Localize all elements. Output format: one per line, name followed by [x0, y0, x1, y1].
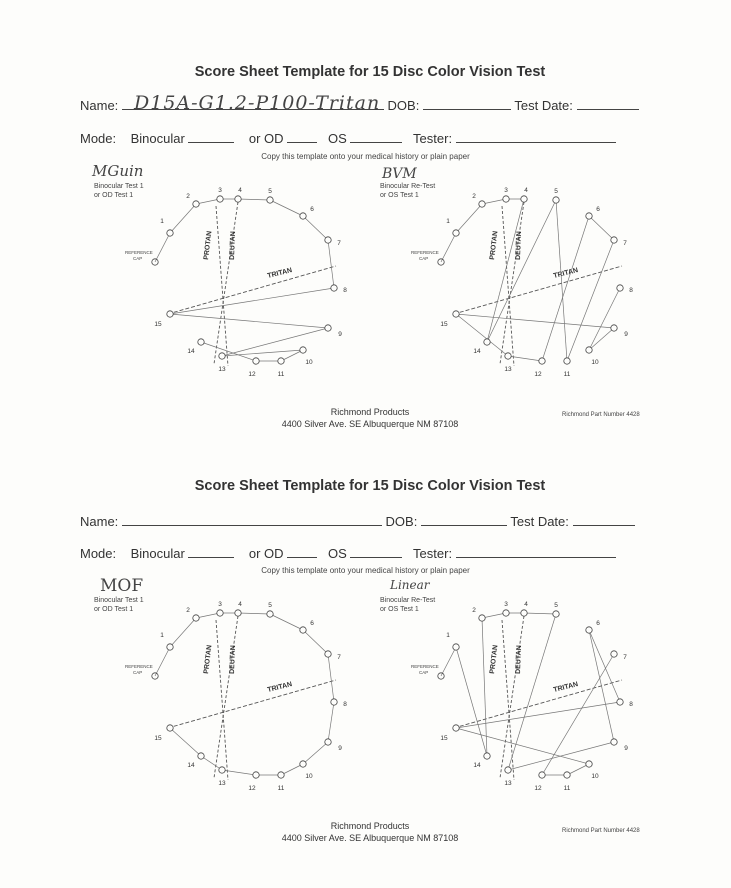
name-label: Name:	[80, 514, 119, 529]
cap-number: 9	[338, 331, 342, 338]
dob-label: DOB:	[387, 98, 420, 113]
arrangement-line	[542, 654, 614, 775]
footer-line2: 4400 Silver Ave. SE Albuquerque NM 87108	[281, 833, 459, 843]
cap-12	[539, 772, 545, 778]
or-od-label: or OD	[248, 546, 284, 561]
cap-1	[453, 230, 459, 236]
cap-number: 12	[534, 371, 542, 378]
cap-number: 9	[338, 745, 342, 752]
footer	[240, 820, 500, 844]
arrangement-line	[589, 216, 614, 240]
cap-number: 4	[524, 187, 528, 194]
protan-label: PROTAN	[489, 230, 500, 261]
cap-7	[611, 237, 617, 243]
cap-number: 5	[268, 602, 272, 609]
binocular-label: Binocular	[130, 131, 185, 146]
protan-label: PROTAN	[203, 644, 214, 675]
arrangement-line	[589, 328, 614, 350]
arrangement-line	[155, 233, 170, 262]
arrangement-line	[456, 702, 620, 728]
cap-5	[553, 197, 559, 203]
cap-6	[300, 627, 306, 633]
cap-number: 13	[218, 780, 226, 787]
reference-cap-label: REFERENCE	[411, 250, 439, 255]
cap-8	[617, 699, 623, 705]
cap-2	[479, 615, 485, 621]
cap-8	[331, 699, 337, 705]
cap-number: 14	[187, 348, 195, 355]
cap-8	[331, 285, 337, 291]
binocular-field[interactable]	[188, 130, 234, 143]
cap-7	[325, 237, 331, 243]
dob-field[interactable]	[421, 513, 507, 526]
deutan-label: DEUTAN	[229, 231, 237, 261]
panel-handwriting: Linear	[390, 578, 430, 592]
dob-field[interactable]	[423, 97, 511, 110]
cap-number: 15	[440, 735, 448, 742]
panel-handwriting: BVM	[382, 166, 417, 182]
arrangement-line	[201, 756, 222, 770]
reference-cap-label: REFERENCE	[125, 664, 153, 669]
arrangement-line	[487, 199, 524, 342]
arrangement-line	[441, 233, 456, 262]
cap-number: 15	[154, 735, 162, 742]
d15-diagram	[88, 582, 348, 802]
arrangement-line	[303, 630, 328, 654]
panel-handwriting: MGuin	[92, 162, 144, 180]
cap-10	[586, 761, 592, 767]
cap-number: 8	[343, 287, 347, 294]
reference-cap-label: CAP	[419, 256, 429, 261]
cap-number: 11	[563, 785, 571, 792]
cap-3	[503, 196, 509, 202]
cap-number: 6	[310, 620, 314, 627]
cap-number: 7	[623, 654, 627, 661]
cap-number: 14	[473, 348, 481, 355]
cap-1	[453, 644, 459, 650]
sheet-title: Score Sheet Template for 15 Disc Color Vision Test	[194, 64, 546, 80]
copy-note: Copy this template onto your medical history or plain paper	[261, 566, 470, 575]
cap-number: 12	[248, 371, 256, 378]
arrangement-line	[589, 288, 620, 350]
deutan-label: DEUTAN	[229, 645, 237, 675]
footer-line2: 4400 Silver Ave. SE Albuquerque NM 87108	[281, 419, 459, 429]
right-panel-retest	[374, 578, 634, 802]
tritan-axis	[454, 266, 622, 314]
part-number: Richmond Part Number 4428	[562, 412, 640, 418]
cap-number: 14	[187, 762, 195, 769]
panel-label-line1: Binocular Test 1	[94, 597, 144, 604]
d15-diagram	[88, 168, 348, 388]
score-sheet-1	[0, 0, 731, 429]
arrangement-line	[508, 614, 556, 770]
arrangement-line	[201, 342, 256, 361]
cap-number: 1	[160, 218, 164, 225]
cap-15	[167, 725, 173, 731]
arrangement-line	[170, 314, 328, 328]
cap-number: 2	[472, 607, 476, 614]
cap-number: 1	[446, 632, 450, 639]
cap-number: 8	[629, 287, 633, 294]
cap-number: 3	[504, 187, 508, 194]
tritan-label: TRITAN	[266, 267, 293, 280]
arrangement-line	[328, 654, 334, 702]
cap-9	[325, 739, 331, 745]
test-date-field[interactable]	[577, 97, 639, 110]
cap-number: 10	[305, 359, 313, 366]
cap-14	[484, 339, 490, 345]
arrangement-line	[456, 314, 508, 356]
cap-number: 2	[472, 193, 476, 200]
test-date-field[interactable]	[573, 513, 635, 526]
protan-axis	[502, 206, 514, 366]
binocular-label: Binocular	[130, 546, 185, 561]
panel-label-line2: or OS Test 1	[380, 606, 419, 613]
arrangement-line	[196, 199, 220, 204]
name-label: Name:	[80, 98, 119, 113]
arrangement-line	[328, 240, 334, 288]
tritan-axis	[454, 680, 622, 728]
cap-number: 15	[154, 321, 162, 328]
cap-6	[586, 213, 592, 219]
os-field[interactable]	[350, 545, 402, 558]
tritan-label: TRITAN	[552, 267, 579, 280]
od-field[interactable]	[287, 130, 317, 143]
reference-cap-label: REFERENCE	[125, 250, 153, 255]
arrangement-line	[456, 647, 487, 756]
cap-15	[453, 311, 459, 317]
tritan-label: TRITAN	[552, 681, 579, 694]
deutan-label: DEUTAN	[515, 231, 523, 261]
cap-number: 11	[277, 785, 285, 792]
cap-12	[539, 358, 545, 364]
cap-6	[586, 627, 592, 633]
od-field[interactable]	[287, 545, 317, 558]
panel-label-line1: Binocular Re-Test	[380, 183, 436, 190]
cap-13	[219, 353, 225, 359]
cap-number: 7	[337, 654, 341, 661]
right-panel-retest	[374, 168, 634, 388]
cap-7	[325, 651, 331, 657]
cap-number: 11	[277, 371, 285, 378]
cap-number: 3	[504, 601, 508, 608]
arrangement-line	[170, 728, 201, 756]
arrangement-line	[487, 200, 556, 342]
cap-number: 4	[238, 187, 242, 194]
cap-13	[505, 353, 511, 359]
footer-line1: Richmond Products	[330, 821, 410, 831]
cap-7	[611, 651, 617, 657]
arrangement-line	[170, 204, 196, 233]
cap-2	[193, 615, 199, 621]
mode-label: Mode:	[80, 546, 117, 561]
arrangement-line	[170, 618, 196, 647]
cap-2	[193, 201, 199, 207]
cap-number: 15	[440, 321, 448, 328]
cap-4	[235, 610, 241, 616]
tester-label: Tester:	[413, 546, 453, 561]
cap-number: 1	[160, 632, 164, 639]
cap-number: 4	[238, 601, 242, 608]
arrangement-line	[567, 240, 614, 361]
arrangement-line	[270, 200, 303, 216]
reference-cap-label: CAP	[133, 670, 143, 675]
arrangement-line	[303, 216, 328, 240]
arrangement-line	[456, 204, 482, 233]
arrangement-line	[328, 702, 334, 742]
arrangement-line	[238, 613, 270, 614]
panel-label-line2: or OD Test 1	[94, 192, 134, 199]
cap-11	[564, 358, 570, 364]
handwritten-name: D15A-G1.2-P100-Tritan	[134, 92, 381, 114]
cap-12	[253, 772, 259, 778]
arrangement-line	[441, 647, 456, 676]
cap-4	[521, 610, 527, 616]
cap-10	[586, 347, 592, 353]
arrangement-line	[456, 728, 589, 764]
cap-number: 7	[337, 240, 341, 247]
arrangement-line	[270, 614, 303, 630]
dob-label: DOB:	[385, 514, 418, 529]
arrangement-line	[589, 630, 614, 742]
tritan-axis	[168, 266, 336, 314]
mode-row	[80, 130, 616, 146]
arrangement-line	[589, 630, 620, 702]
panel-label-line2: or OS Test 1	[380, 192, 419, 199]
cap-10	[300, 347, 306, 353]
protan-label: PROTAN	[489, 644, 500, 675]
cap-3	[217, 610, 223, 616]
cap-number: 2	[186, 193, 190, 200]
panel-label-line1: Binocular Test 1	[94, 183, 144, 190]
cap-number: 6	[310, 206, 314, 213]
cap-number: 3	[218, 601, 222, 608]
tester-field[interactable]	[456, 545, 616, 558]
d15-diagram	[374, 582, 634, 802]
cap-1	[167, 230, 173, 236]
tester-label: Tester:	[413, 131, 453, 146]
cap-15	[167, 311, 173, 317]
cap-14	[484, 753, 490, 759]
cap-5	[267, 611, 273, 617]
arrangement-line	[170, 288, 334, 314]
cap-2	[479, 201, 485, 207]
cap-12	[253, 358, 259, 364]
score-sheet-2	[0, 414, 731, 843]
deutan-label: DEUTAN	[515, 645, 523, 675]
tester-field[interactable]	[456, 130, 616, 143]
panel-handwriting: MOF	[100, 576, 144, 596]
cap-number: 7	[623, 240, 627, 247]
cap-number: 12	[534, 785, 542, 792]
cap-number: 5	[268, 188, 272, 195]
binocular-field[interactable]	[188, 545, 234, 558]
arrangement-line	[155, 647, 170, 676]
cap-11	[278, 358, 284, 364]
mode-label: Mode:	[80, 131, 117, 146]
cap-number: 6	[596, 620, 600, 627]
cap-15	[453, 725, 459, 731]
cap-number: 9	[624, 745, 628, 752]
reference-cap-label: CAP	[133, 256, 143, 261]
os-field[interactable]	[350, 130, 402, 143]
cap-1	[167, 644, 173, 650]
cap-number: 10	[305, 773, 313, 780]
cap-number: 1	[446, 218, 450, 225]
panel-label-line1: Binocular Re-Test	[380, 597, 436, 604]
cap-number: 6	[596, 206, 600, 213]
cap-number: 8	[629, 701, 633, 708]
cap-4	[235, 196, 241, 202]
cap-11	[564, 772, 570, 778]
panel-label-line2: or OD Test 1	[94, 606, 134, 613]
cap-number: 11	[563, 371, 571, 378]
os-label: OS	[328, 131, 347, 146]
cap-number: 5	[554, 602, 558, 609]
cap-number: 9	[624, 331, 628, 338]
name-row	[80, 513, 635, 529]
test-date-label: Test Date:	[510, 514, 569, 529]
cap-number: 2	[186, 607, 190, 614]
name-field[interactable]	[122, 513, 382, 526]
cap-8	[617, 285, 623, 291]
cap-number: 10	[591, 359, 599, 366]
arrangement-line	[482, 199, 506, 204]
arrangement-line	[482, 613, 506, 618]
cap-3	[503, 610, 509, 616]
protan-label: PROTAN	[203, 230, 214, 261]
cap-4	[521, 196, 527, 202]
arrangement-line	[456, 314, 614, 328]
tritan-axis	[168, 680, 336, 728]
arrangement-line	[567, 764, 589, 775]
arrangement-line	[196, 613, 220, 618]
sheet-title: Score Sheet Template for 15 Disc Color Vision Test	[194, 478, 546, 494]
cap-14	[198, 339, 204, 345]
cap-13	[219, 767, 225, 773]
mode-row	[80, 545, 616, 561]
cap-10	[300, 761, 306, 767]
cap-number: 14	[473, 762, 481, 769]
cap-14	[198, 753, 204, 759]
arrangement-line	[524, 613, 556, 614]
cap-9	[325, 325, 331, 331]
cap-number: 13	[504, 780, 512, 787]
cap-6	[300, 213, 306, 219]
d15-diagram	[374, 168, 634, 388]
cap-11	[278, 772, 284, 778]
cap-number: 3	[218, 187, 222, 194]
copy-note: Copy this template onto your medical history or plain paper	[261, 152, 470, 161]
reference-cap-label: REFERENCE	[411, 664, 439, 669]
cap-5	[553, 611, 559, 617]
cap-5	[267, 197, 273, 203]
cap-9	[611, 325, 617, 331]
os-label: OS	[328, 546, 347, 561]
arrangement-line	[556, 200, 567, 361]
left-panel-test1	[88, 162, 348, 388]
cap-number: 12	[248, 785, 256, 792]
cap-13	[505, 767, 511, 773]
protan-axis	[216, 206, 228, 366]
arrangement-line	[281, 764, 303, 775]
arrangement-line	[303, 742, 328, 764]
cap-number: 13	[218, 366, 226, 373]
cap-number: 10	[591, 773, 599, 780]
part-number: Richmond Part Number 4428	[562, 828, 640, 834]
arrangement-line	[238, 199, 270, 200]
cap-9	[611, 739, 617, 745]
protan-axis	[216, 620, 228, 780]
left-panel-test1	[88, 576, 348, 802]
cap-number: 5	[554, 188, 558, 195]
tritan-label: TRITAN	[266, 681, 293, 694]
or-od-label: or OD	[248, 131, 284, 146]
footer-line1: Richmond Products	[330, 407, 410, 417]
cap-3	[217, 196, 223, 202]
cap-number: 8	[343, 701, 347, 708]
cap-number: 4	[524, 601, 528, 608]
cap-number: 13	[504, 366, 512, 373]
reference-cap-label: CAP	[419, 670, 429, 675]
test-date-label: Test Date:	[514, 98, 573, 113]
